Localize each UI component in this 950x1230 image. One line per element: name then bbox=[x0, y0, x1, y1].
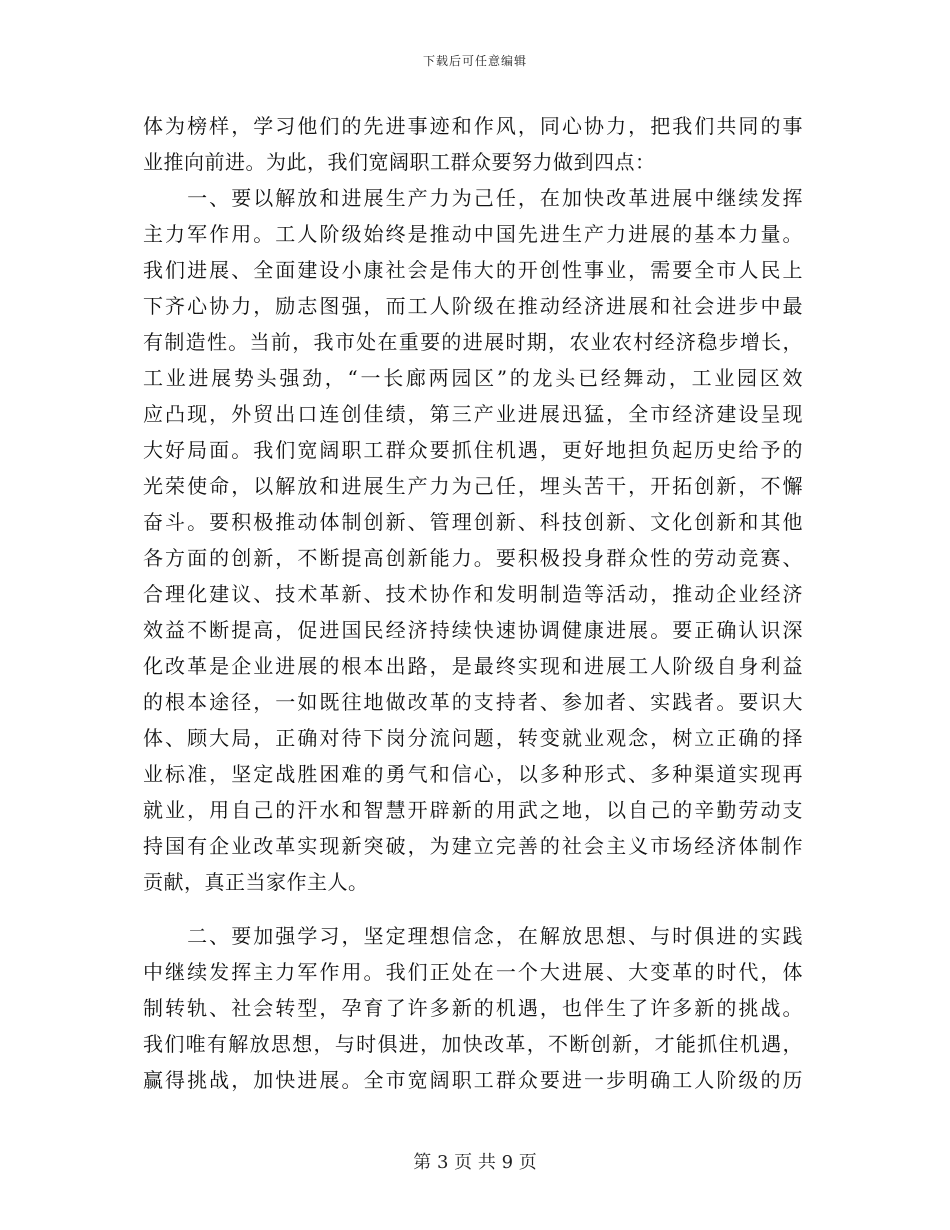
page-footer: 第 3 页 共 9 页 bbox=[413, 1152, 537, 1173]
page-header: 下载后可任意编辑 bbox=[422, 54, 527, 68]
text-line: 业标准，坚定战胜困难的勇气和信心，以多种形式、多种渠道实现再 bbox=[143, 762, 803, 786]
text-line: 有制造性。当前，我市处在重要的进展时期，农业农村经济稳步增长， bbox=[143, 330, 803, 354]
text-line: 光荣使命，以解放和进展生产力为己任，埋头苦干，开拓创新，不懈 bbox=[143, 474, 803, 498]
text-line: 体为榜样，学习他们的先进事迹和作风，同心协力，把我们共同的事 bbox=[143, 114, 803, 138]
text-line: 化改革是企业进展的根本出路，是最终实现和进展工人阶级自身利益 bbox=[143, 654, 803, 678]
text-line: 体、顾大局，正确对待下岗分流问题，转变就业观念，树立正确的择 bbox=[143, 726, 803, 750]
text-line: 贡献，真正当家作主人。 bbox=[143, 870, 369, 894]
text-line: 赢得挑战，加快进展。全市宽阔职工群众要进一步明确工人阶级的历 bbox=[143, 1068, 803, 1092]
text-line: 工业进展势头强劲，“一长廊两园区”的龙头已经舞动，工业园区效 bbox=[143, 366, 803, 390]
text-line: 就业，用自己的汗水和智慧开辟新的用武之地，以自己的辛勤劳动支 bbox=[143, 798, 803, 822]
text-line: 奋斗。要积极推动体制创新、管理创新、科技创新、文化创新和其他 bbox=[143, 510, 803, 534]
text-line: 中继续发挥主力军作用。我们正处在一个大进展、大变革的时代，体 bbox=[143, 960, 803, 984]
text-line: 二、要加强学习，坚定理想信念，在解放思想、与时俱进的实践 bbox=[143, 924, 803, 948]
text-line: 各方面的创新，不断提高创新能力。要积极投身群众性的劳动竞赛、 bbox=[143, 546, 803, 570]
text-line: 我们进展、全面建设小康社会是伟大的开创性事业，需要全市人民上 bbox=[143, 258, 803, 282]
text-line: 我们唯有解放思想，与时俱进，加快改革，不断创新，才能抓住机遇， bbox=[143, 1032, 803, 1056]
text-line: 下齐心协力，励志图强，而工人阶级在推动经济进展和社会进步中最 bbox=[143, 294, 803, 318]
text-line: 一、要以解放和进展生产力为己任，在加快改革进展中继续发挥 bbox=[143, 186, 803, 210]
text-line: 制转轨、社会转型，孕育了许多新的机遇，也伴生了许多新的挑战。 bbox=[143, 996, 803, 1020]
text-line: 主力军作用。工人阶级始终是推动中国先进生产力进展的基本力量。 bbox=[143, 222, 803, 246]
text-line: 效益不断提高，促进国民经济持续快速协调健康进展。要正确认识深 bbox=[143, 618, 803, 642]
text-line: 的根本途径，一如既往地做改革的支持者、参加者、实践者。要识大 bbox=[143, 690, 803, 714]
text-line: 大好局面。我们宽阔职工群众要抓住机遇，更好地担负起历史给予的 bbox=[143, 438, 803, 462]
paragraph-gap bbox=[143, 900, 803, 918]
text-line: 合理化建议、技术革新、技术协作和发明制造等活动，推动企业经济 bbox=[143, 582, 803, 606]
document-body bbox=[143, 108, 803, 1098]
text-line: 持国有企业改革实现新突破，为建立完善的社会主义市场经济体制作 bbox=[143, 834, 803, 858]
text-line: 应凸现，外贸出口连创佳绩，第三产业进展迅猛，全市经济建设呈现 bbox=[143, 402, 803, 426]
text-line: 业推向前进。为此，我们宽阔职工群众要努力做到四点： bbox=[143, 150, 656, 174]
